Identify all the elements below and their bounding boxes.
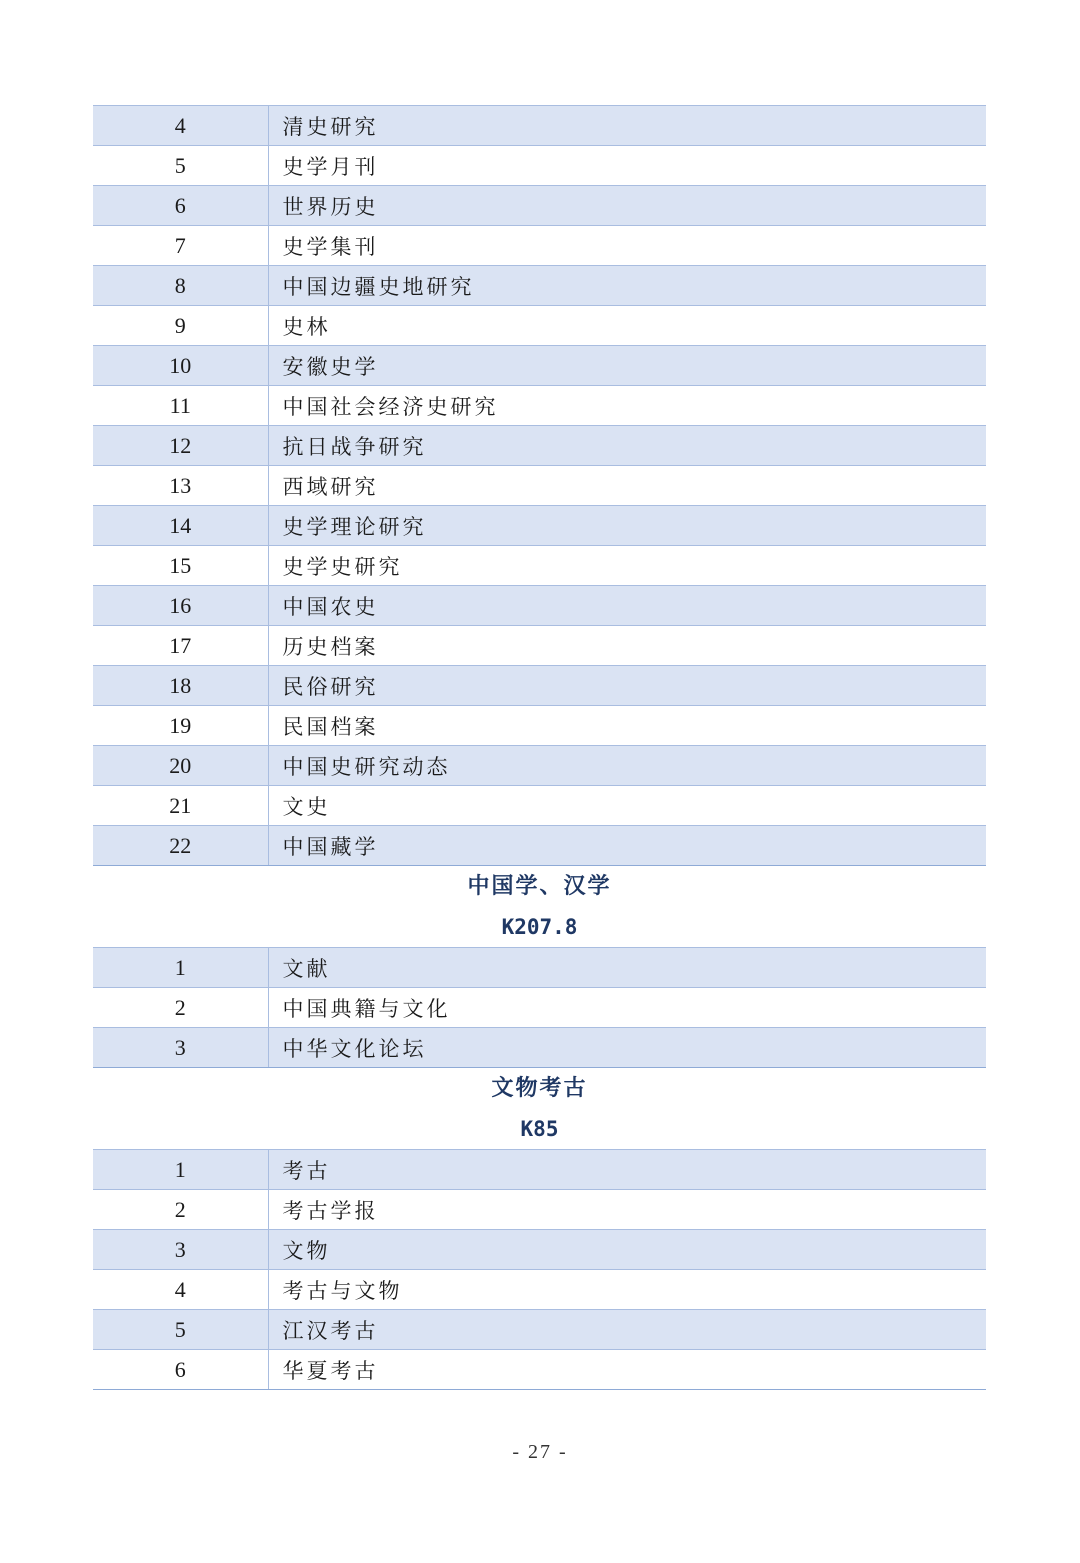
- journal-title: 中国典籍与文化: [268, 988, 986, 1028]
- row-number: 5: [93, 1310, 268, 1350]
- journal-title: 文献: [268, 948, 986, 988]
- table-row: [93, 386, 986, 426]
- journal-title: 民俗研究: [268, 666, 986, 706]
- journal-table: [93, 947, 986, 1068]
- table-row: [93, 466, 986, 506]
- journal-title: 历史档案: [268, 626, 986, 666]
- row-number: 12: [93, 426, 268, 466]
- journal-title: 考古学报: [268, 1190, 986, 1230]
- table-row: [93, 786, 986, 826]
- journal-title: 史学史研究: [268, 546, 986, 586]
- row-number: 21: [93, 786, 268, 826]
- row-number: 5: [93, 146, 268, 186]
- table-row: [93, 106, 986, 146]
- table-row: [93, 506, 986, 546]
- journal-title: 中国农史: [268, 586, 986, 626]
- table-row: [93, 1350, 986, 1390]
- row-number: 19: [93, 706, 268, 746]
- row-number: 11: [93, 386, 268, 426]
- journal-title: 考古: [268, 1150, 986, 1190]
- journal-table: [93, 1149, 986, 1390]
- row-number: 1: [93, 948, 268, 988]
- journal-title: 考古与文物: [268, 1270, 986, 1310]
- journal-title: 世界历史: [268, 186, 986, 226]
- journal-title: 文史: [268, 786, 986, 826]
- table-row: [93, 626, 986, 666]
- journal-title: 中国社会经济史研究: [268, 386, 986, 426]
- row-number: 16: [93, 586, 268, 626]
- row-number: 2: [93, 1190, 268, 1230]
- table-row: [93, 1230, 986, 1270]
- journal-title: 文物: [268, 1230, 986, 1270]
- journal-title: 史林: [268, 306, 986, 346]
- document-body: [93, 105, 986, 1390]
- row-number: 10: [93, 346, 268, 386]
- table-row: [93, 948, 986, 988]
- row-number: 9: [93, 306, 268, 346]
- journal-table: [93, 105, 986, 866]
- journal-title: 史学理论研究: [268, 506, 986, 546]
- journal-title: 中国边疆史地研究: [268, 266, 986, 306]
- table-row: [93, 186, 986, 226]
- table-row: [93, 706, 986, 746]
- table-row: [93, 346, 986, 386]
- table-row: [93, 1028, 986, 1068]
- table-row: [93, 146, 986, 186]
- journal-title: 中国藏学: [268, 826, 986, 866]
- table-row: [93, 226, 986, 266]
- row-number: 6: [93, 186, 268, 226]
- row-number: 4: [93, 106, 268, 146]
- page-number: - 27 -: [512, 1441, 568, 1463]
- row-number: 13: [93, 466, 268, 506]
- table-row: [93, 1190, 986, 1230]
- table-row: [93, 266, 986, 306]
- journal-title: 史学集刊: [268, 226, 986, 266]
- table-row: [93, 1310, 986, 1350]
- table-row: [93, 586, 986, 626]
- section-heading: 中国学、汉学: [467, 873, 612, 899]
- table-row: [93, 1270, 986, 1310]
- journal-title: 中华文化论坛: [268, 1028, 986, 1068]
- journal-title: 史学月刊: [268, 146, 986, 186]
- journal-title: 抗日战争研究: [268, 426, 986, 466]
- row-number: 20: [93, 746, 268, 786]
- row-number: 14: [93, 506, 268, 546]
- journal-title: 清史研究: [268, 106, 986, 146]
- row-number: 6: [93, 1350, 268, 1390]
- row-number: 3: [93, 1028, 268, 1068]
- row-number: 4: [93, 1270, 268, 1310]
- table-row: [93, 826, 986, 866]
- row-number: 7: [93, 226, 268, 266]
- table-row: [93, 426, 986, 466]
- table-row: [93, 666, 986, 706]
- row-number: 1: [93, 1150, 268, 1190]
- row-number: 8: [93, 266, 268, 306]
- table-row: [93, 546, 986, 586]
- journal-title: 华夏考古: [268, 1350, 986, 1390]
- row-number: 3: [93, 1230, 268, 1270]
- classification-code: K85: [520, 1117, 559, 1141]
- table-row: [93, 306, 986, 346]
- table-row: [93, 1150, 986, 1190]
- table-row: [93, 746, 986, 786]
- journal-title: 民国档案: [268, 706, 986, 746]
- journal-title: 西域研究: [268, 466, 986, 506]
- journal-title: 安徽史学: [268, 346, 986, 386]
- section-heading: 文物考古: [491, 1075, 588, 1101]
- row-number: 2: [93, 988, 268, 1028]
- journal-title: 中国史研究动态: [268, 746, 986, 786]
- classification-code: K207.8: [501, 915, 578, 939]
- row-number: 22: [93, 826, 268, 866]
- journal-title: 江汉考古: [268, 1310, 986, 1350]
- row-number: 18: [93, 666, 268, 706]
- row-number: 15: [93, 546, 268, 586]
- table-row: [93, 988, 986, 1028]
- row-number: 17: [93, 626, 268, 666]
